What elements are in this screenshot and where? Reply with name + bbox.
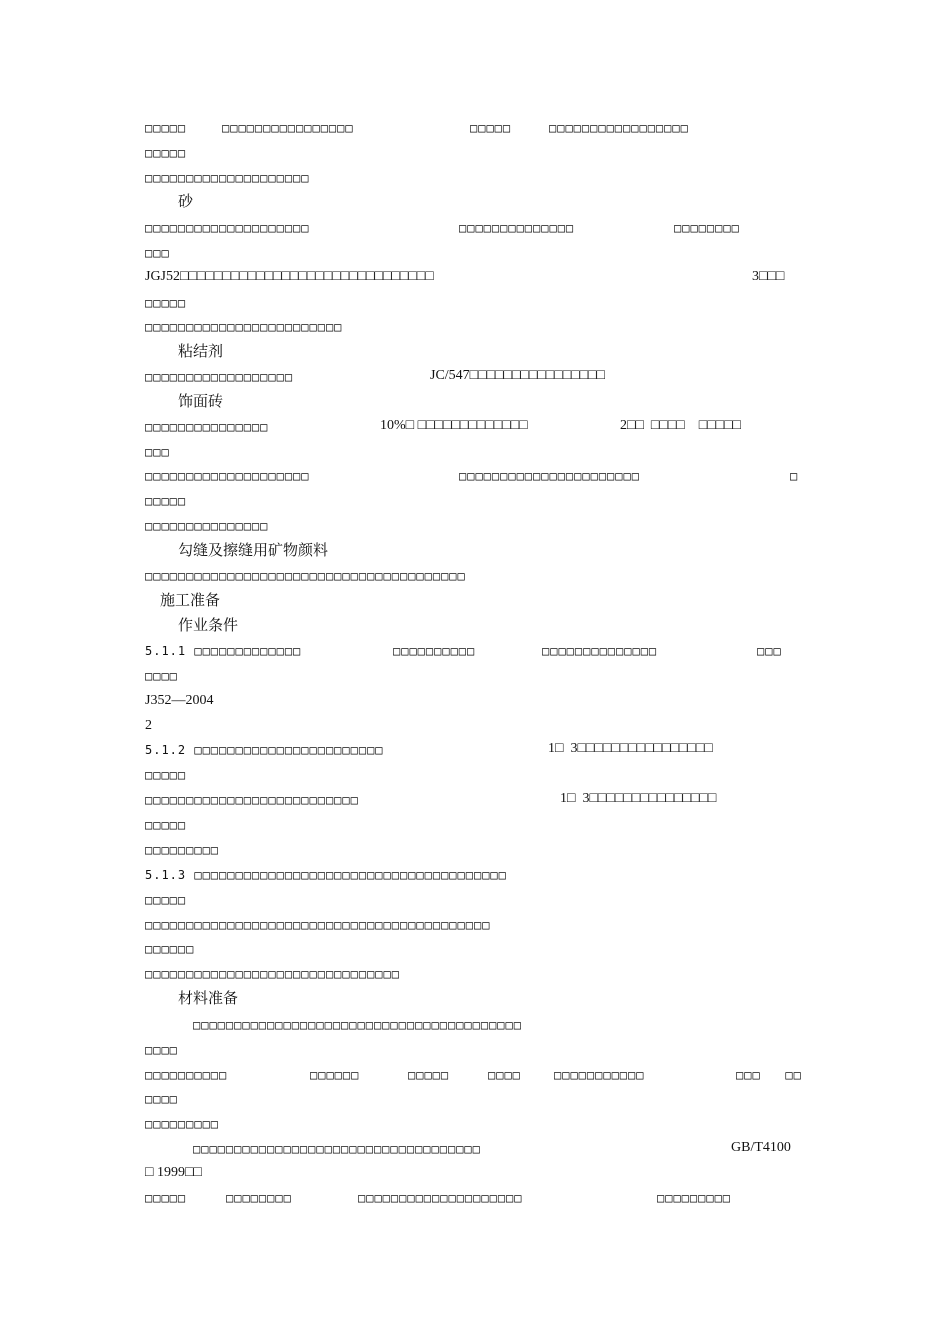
text-line: □□□□□ <box>145 768 187 782</box>
section-heading-construction-prep: 施工准备 <box>160 591 221 609</box>
section-heading-tile: 饰面砖 <box>178 392 224 410</box>
text-fragment: □□□□□□□□□□□□□□□□□□□□□□ <box>459 469 640 483</box>
text-fragment: □□□□□ <box>145 121 187 135</box>
text-line: □□□□□□□□□□□□□□□□□□□□□□□□□□□□□□□□□□□□□□□□ <box>193 1018 522 1032</box>
text-fragment: 2□□ □□□□ □□□□□ <box>620 418 742 433</box>
text-line: □□□□□□□□□□□□□□□ <box>145 519 269 533</box>
text-line: □□□□□□□□□□□□□□□□□□□□ <box>145 171 310 185</box>
text-fragment: □□□□□□ <box>310 1068 360 1082</box>
section-heading-material-prep: 材料准备 <box>178 989 239 1007</box>
text-fragment: □□□□□□□□□□□□□□ <box>542 644 658 658</box>
text-fragment: □□□□□□□□□□□□□□□□□□□□ <box>145 221 310 235</box>
text-fragment: □□□□□□□□□□□□□□□ <box>145 420 269 434</box>
text-line: □□□□□□□□□□□□□□□□□□□□□□□□□□□□□□□□□□□□□□□ <box>145 569 466 583</box>
text-line: □□□ <box>145 445 170 459</box>
text-fragment: □□□□□□□□□ <box>657 1191 732 1205</box>
text-fragment: 10%□ □□□□□□□□□□□□□ <box>380 418 528 433</box>
text-fragment: □□□□□□□□□□ <box>393 644 476 658</box>
text-fragment: □□□□□□□□□□□□□□□□□□□□ <box>358 1191 523 1205</box>
text-fragment: 5.1.1 □□□□□□□□□□□□□ <box>145 644 302 658</box>
standard-code: J352—2004 <box>145 693 214 708</box>
text-line: □□□□□□□□□□□□□□□□□□□□□□□□□□□□□□□ <box>145 967 400 981</box>
text-line: □□□ <box>145 246 170 260</box>
text-line: □□□□□□□□□□□□□□□□□□□□□□□□□□□□□□□□□□□□□□□□□□ <box>145 918 491 932</box>
section-heading-pigment: 勾缝及擦缝用矿物颜料 <box>178 541 329 559</box>
text-line: □□□□□□□□□□□□□□□□□□□□□□□□ <box>145 320 343 334</box>
text-fragment: □□□□□ <box>408 1068 450 1082</box>
text-fragment: □□□□□ <box>145 1191 187 1205</box>
text-fragment: □□□□□□□□□□□ <box>554 1068 645 1082</box>
section-heading-sand: 砂 <box>178 192 194 210</box>
text-line: 5.1.3 □□□□□□□□□□□□□□□□□□□□□□□□□□□□□□□□□□□□□□ <box>145 868 507 882</box>
text-fragment: □ <box>790 469 799 483</box>
page-number: 2 <box>145 718 152 733</box>
text-fragment: JGJ52□□□□□□□□□□□□□□□□□□□□□□□□□□□□□□ <box>145 269 434 284</box>
text-fragment: JC/547□□□□□□□□□□□□□□□□ <box>430 368 605 383</box>
text-fragment: □□□□ <box>488 1068 521 1082</box>
text-fragment: □□□□□□□□□□□□□□□□□□□□□□□□□□ <box>145 793 359 807</box>
text-line: □□□□□ <box>145 893 187 907</box>
text-line: □□□□□□ <box>145 942 195 956</box>
text-fragment: □□□□□□□□□□□□□□□□□ <box>549 121 689 135</box>
text-line: □□□□ <box>145 669 178 683</box>
section-heading-binder: 粘结剂 <box>178 342 224 360</box>
text-line: □□□□ <box>145 1092 178 1106</box>
text-fragment: □□□□□□□□ <box>226 1191 292 1205</box>
text-fragment: □□□□□□□□□□□□□□□□□□□□ <box>145 469 310 483</box>
text-line: □□□□□ <box>145 296 187 310</box>
text-fragment: □□□□□□□□□□□□□□□□ <box>222 121 354 135</box>
text-line: □ 1999□□ <box>145 1165 202 1180</box>
text-fragment: □□□□□□□□□□□□□□□□□□□□□□□□□□□□□□□□□□□ <box>193 1142 481 1156</box>
standard-reference: GB/T4100 <box>731 1140 791 1155</box>
text-fragment: 1□ 3□□□□□□□□□□□□□□□ <box>560 791 717 806</box>
text-fragment: □□□□□□□□□□ <box>145 1068 228 1082</box>
text-fragment: □□□□□□□□□□□□□□□□□□ <box>145 370 294 384</box>
text-fragment: □□□ <box>757 644 782 658</box>
section-heading-work-conditions: 作业条件 <box>178 616 239 634</box>
text-line: □□□□□□□□□ <box>145 1117 220 1131</box>
text-fragment: 5.1.2 □□□□□□□□□□□□□□□□□□□□□□□ <box>145 743 384 757</box>
text-fragment: □□□□□□□□□□□□□□ <box>459 221 575 235</box>
text-line: □□□□□ <box>145 494 187 508</box>
text-fragment: □□□□□□□□ <box>674 221 740 235</box>
text-fragment: □□□□□ <box>470 121 512 135</box>
text-line: □□□□□ <box>145 818 187 832</box>
text-line: □□□□□ <box>145 146 187 160</box>
text-fragment: 3□□□ <box>752 269 785 284</box>
text-fragment: □□□ □□ <box>736 1068 802 1082</box>
text-line: □□□□ <box>145 1043 178 1057</box>
text-fragment: 1□ 3□□□□□□□□□□□□□□□□ <box>548 741 713 756</box>
text-line: □□□□□□□□□ <box>145 843 220 857</box>
